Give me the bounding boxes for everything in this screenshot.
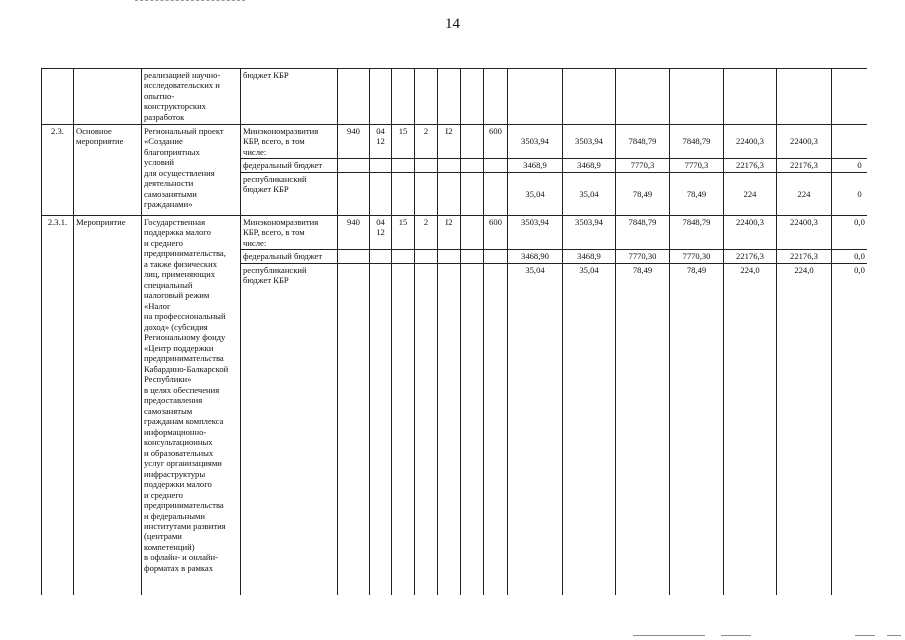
cell-rz: 04 12: [370, 215, 392, 249]
cell-vr: [484, 250, 508, 263]
cell-source: бюджет КБР: [241, 69, 338, 125]
cell-vr: 600: [484, 215, 508, 249]
cell-code: [461, 159, 484, 172]
cell-vr: [484, 159, 508, 172]
cell-value: 3468,90: [508, 250, 563, 263]
cell-code: [392, 172, 415, 215]
cell-value: 7848,79: [616, 125, 670, 159]
cell-code: [461, 250, 484, 263]
cell-code: [392, 263, 415, 595]
cell-value: 224,0: [724, 263, 777, 595]
page-number: 14: [445, 16, 460, 32]
budget-table: [41, 68, 867, 595]
cell-value: 0,0: [832, 263, 868, 595]
cell-value: 35,04: [508, 263, 563, 595]
cell-code: [415, 250, 438, 263]
cell-code: [392, 159, 415, 172]
cell-value: [777, 69, 832, 125]
cell-code: [392, 69, 415, 125]
cell-value: [724, 69, 777, 125]
cell-value: [832, 125, 868, 159]
cell-code: [438, 250, 461, 263]
cell-value: 224: [724, 172, 777, 215]
cell-source: федеральный бюджет: [241, 250, 338, 263]
cell-value: 78,49: [670, 172, 724, 215]
cell-value: 22176,3: [777, 250, 832, 263]
cell-grbs: [338, 159, 370, 172]
table-row: [42, 69, 868, 125]
top-scan-mark: [135, 0, 245, 3]
cell-value: 7848,79: [670, 125, 724, 159]
cell-source: республиканский бюджет КБР: [241, 263, 338, 595]
cell-value: 0: [832, 159, 868, 172]
cell-num: [42, 69, 74, 125]
cell-value: 0,0: [832, 215, 868, 249]
cell-rz: 04 12: [370, 125, 392, 159]
cell-value: 35,04: [563, 172, 616, 215]
cell-value: 78,49: [616, 263, 670, 595]
cell-vr: [484, 69, 508, 125]
cell-value: 22400,3: [777, 125, 832, 159]
cell-value: 22400,3: [724, 125, 777, 159]
cell-source: федеральный бюджет: [241, 159, 338, 172]
cell-code: 15: [392, 125, 415, 159]
cell-value: 3503,94: [563, 125, 616, 159]
cell-name: Государственная поддержка малого и среднего предпринимательства, а также физических лиц, применяющих специальный налоговый режим «Налог на профессиональный доход» (субсидия Региональному фонду «Центр поддержки предпринимательства Кабардино-Балкарской Республики» в целях обеспечения предоставления самозанятым гражданам комплекса информационно- консультационных и образовательных услуг организациями инфраструктуры поддержки малого и среднего предпринимательства и федеральными институтами развития (центрами компетенций) в офлайн- и онлайн- форматах в рамках: [142, 215, 241, 595]
cell-value: 0,0: [832, 250, 868, 263]
cell-value: 3468,9: [563, 250, 616, 263]
cell-grbs: [338, 69, 370, 125]
cell-code: [415, 159, 438, 172]
cell-code: [438, 263, 461, 595]
cell-code: 15: [392, 215, 415, 249]
cell-source: Минэкономразвития КБР, всего, в том числе:: [241, 125, 338, 159]
table-row: [42, 215, 868, 249]
cell-code: [438, 172, 461, 215]
cell-rz: [370, 159, 392, 172]
cell-source: Минэкономразвития КБР, всего, в том числе:: [241, 215, 338, 249]
cell-value: 3503,94: [508, 215, 563, 249]
cell-grbs: [338, 172, 370, 215]
cell-value: 7770,3: [616, 159, 670, 172]
cell-value: 3503,94: [563, 215, 616, 249]
cell-value: [832, 69, 868, 125]
cell-vr: [484, 263, 508, 595]
cell-grbs: [338, 263, 370, 595]
cell-code: [461, 69, 484, 125]
cell-source: республиканский бюджет КБР: [241, 172, 338, 215]
cell-type: [74, 69, 142, 125]
budget-table-wrapper: [41, 68, 867, 595]
cell-value: 22400,3: [777, 215, 832, 249]
cell-code: [415, 263, 438, 595]
cell-name: Региональный проект «Создание благоприятных условий для осуществления деятельности самозанятыми гражданами»: [142, 125, 241, 216]
cell-rz: [370, 172, 392, 215]
cell-value: 224: [777, 172, 832, 215]
cell-value: 3468,9: [563, 159, 616, 172]
cell-type: Мероприятие: [74, 215, 142, 595]
cell-grbs: [338, 250, 370, 263]
cell-code: [392, 250, 415, 263]
cell-vr: 600: [484, 125, 508, 159]
cell-code: 2: [415, 215, 438, 249]
cell-code: [461, 263, 484, 595]
cell-value: 3468,9: [508, 159, 563, 172]
cell-value: 35,04: [508, 172, 563, 215]
cell-code: [461, 125, 484, 159]
cell-value: 78,49: [670, 263, 724, 595]
table-row: [42, 125, 868, 159]
cell-code: [415, 69, 438, 125]
cell-value: [670, 69, 724, 125]
cell-value: 224,0: [777, 263, 832, 595]
cell-value: 35,04: [563, 263, 616, 595]
cell-code: 2: [415, 125, 438, 159]
cell-code: [461, 172, 484, 215]
bottom-scan-marks: [625, 632, 905, 638]
cell-code: I2: [438, 125, 461, 159]
cell-value: 78,49: [616, 172, 670, 215]
cell-code: [461, 215, 484, 249]
cell-code: [415, 172, 438, 215]
cell-value: 7848,79: [616, 215, 670, 249]
cell-value: 0: [832, 172, 868, 215]
cell-rz: [370, 263, 392, 595]
cell-code: [438, 159, 461, 172]
cell-value: 22176,3: [724, 250, 777, 263]
cell-grbs: 940: [338, 125, 370, 159]
cell-value: 7848,79: [670, 215, 724, 249]
cell-value: 22176,3: [777, 159, 832, 172]
cell-value: 7770,30: [616, 250, 670, 263]
cell-value: 3503,94: [508, 125, 563, 159]
cell-value: 7770,3: [670, 159, 724, 172]
cell-code: [438, 69, 461, 125]
cell-value: [563, 69, 616, 125]
cell-value: 22176,3: [724, 159, 777, 172]
cell-grbs: 940: [338, 215, 370, 249]
cell-value: 7770,30: [670, 250, 724, 263]
cell-value: [508, 69, 563, 125]
cell-value: 22400,3: [724, 215, 777, 249]
cell-value: [616, 69, 670, 125]
cell-num: 2.3.1.: [42, 215, 74, 595]
cell-rz: [370, 250, 392, 263]
cell-code: I2: [438, 215, 461, 249]
cell-name: реализацией научно- исследовательских и опытно- конструкторских разработок: [142, 69, 241, 125]
cell-vr: [484, 172, 508, 215]
cell-num: 2.3.: [42, 125, 74, 216]
cell-type: Основное мероприятие: [74, 125, 142, 216]
cell-rz: [370, 69, 392, 125]
